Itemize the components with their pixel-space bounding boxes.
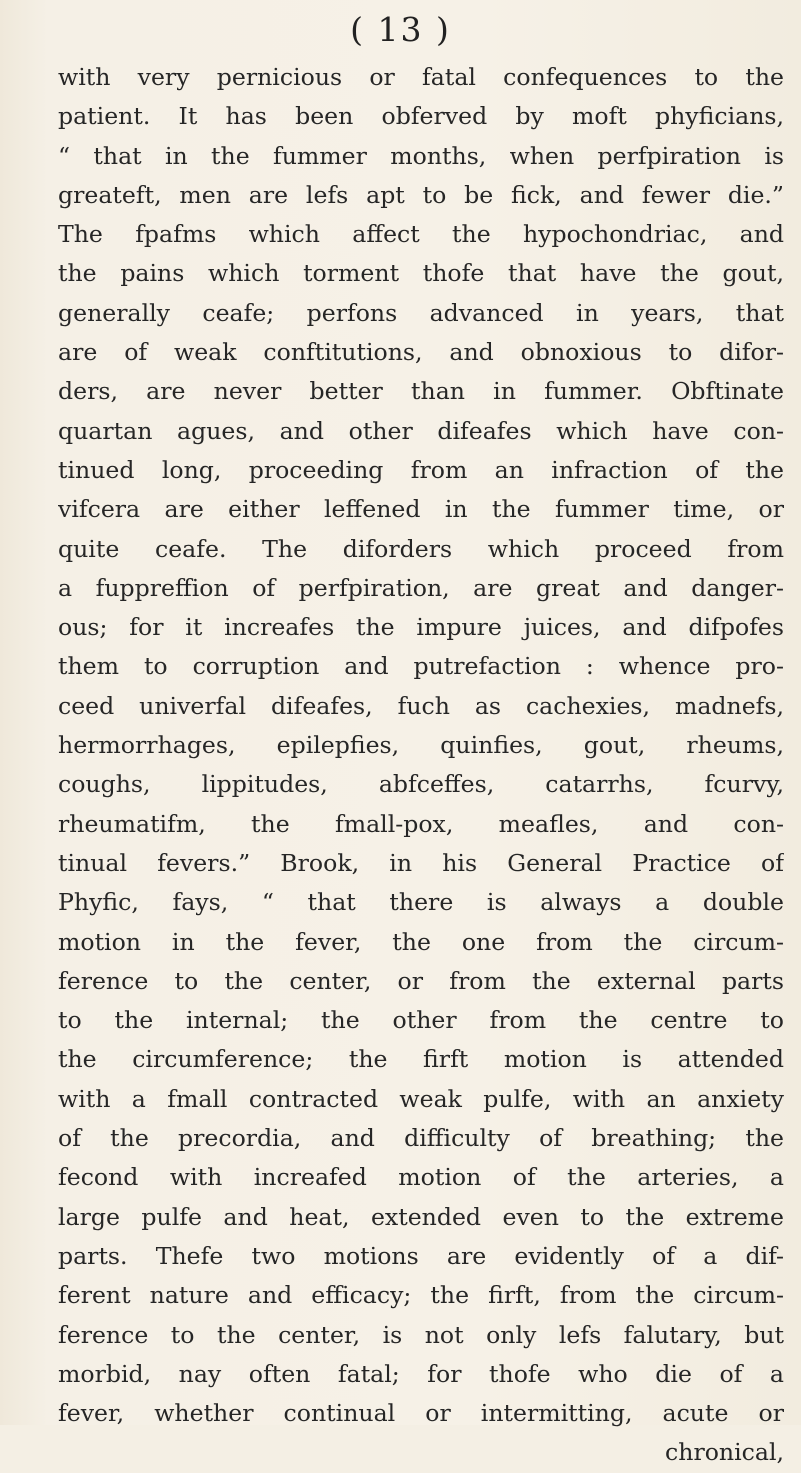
text-line: quite ceafe. The diforders which proceed from: [58, 534, 784, 563]
text-line: to the internal; the other from the centre to: [58, 1006, 784, 1035]
text-line: a fuppreffion of perfpiration, are great and danger-: [58, 573, 784, 602]
text-line: coughs, lippitudes, abfceffes, catarrhs, fcurvy,: [58, 770, 784, 799]
text-line: are of weak conftitutions, and obnoxious to difor-: [58, 338, 784, 367]
text-line: hermorrhages, epilepfies, quinfies, gout, rheums,: [58, 731, 784, 760]
body-text: [58, 58, 784, 1473]
text-line: tinued long, proceeding from an infraction of the: [58, 455, 784, 484]
text-line: motion in the fever, the one from the circum-: [58, 927, 784, 956]
text-line: ceed univerfal difeafes, fuch as cachexies, madnefs,: [58, 691, 784, 720]
text-line: with very pernicious or fatal confequences to the: [58, 63, 784, 91]
text-line: parts. Thefe two motions are evidently of a dif-: [58, 1241, 784, 1270]
text-line: ference to the center, or from the external parts: [58, 966, 784, 995]
text-line: patient. It has been obferved by moft phyficians,: [58, 102, 784, 131]
text-line: the circumference; the firft motion is attended: [58, 1045, 784, 1074]
text-line: ference to the center, is not only lefs falutary, but: [58, 1320, 784, 1349]
page-number: ( 13 ): [350, 10, 451, 49]
text-line: vifcera are either leffened in the fummer time, or: [58, 495, 784, 524]
text-line: fever, whether continual or intermitting, acute or: [58, 1399, 784, 1428]
text-line: ferent nature and efficacy; the firft, from the circum-: [58, 1281, 784, 1310]
text-line: of the precordia, and difficulty of breathing; the: [58, 1124, 784, 1153]
text-line: generally ceafe; perfons advanced in years, that: [58, 298, 784, 327]
text-line: morbid, nay often fatal; for thofe who die of a: [58, 1359, 784, 1388]
text-line: Phyfic, fays, “ that there is always a double: [58, 888, 784, 917]
text-line: chronical,: [665, 1438, 784, 1467]
text-line: “ that in the fummer months, when perfpiration is: [58, 141, 784, 170]
text-line: quartan agues, and other difeafes which have con-: [58, 416, 784, 445]
text-line: ous; for it increafes the impure juices, and difpofes: [58, 613, 784, 642]
text-line: ders, are never better than in fummer. Obftinate: [58, 377, 784, 406]
text-line: fecond with increafed motion of the arteries, a: [58, 1163, 784, 1192]
text-line: The fpafms which affect the hypochondriac, and: [58, 220, 784, 249]
text-line: them to corruption and putrefaction : whence pro-: [58, 652, 784, 681]
text-line: the pains which torment thofe that have the gout,: [58, 259, 784, 288]
text-line: large pulfe and heat, extended even to the extreme: [58, 1202, 784, 1231]
text-line: with a fmall contracted weak pulfe, with an anxiety: [58, 1084, 784, 1113]
text-line: greateft, men are lefs apt to be fick, and fewer die.”: [58, 180, 784, 209]
text-line: rheumatifm, the fmall-pox, meafles, and con-: [58, 809, 784, 838]
text-line: tinual fevers.” Brook, in his General Practice of: [58, 848, 784, 877]
